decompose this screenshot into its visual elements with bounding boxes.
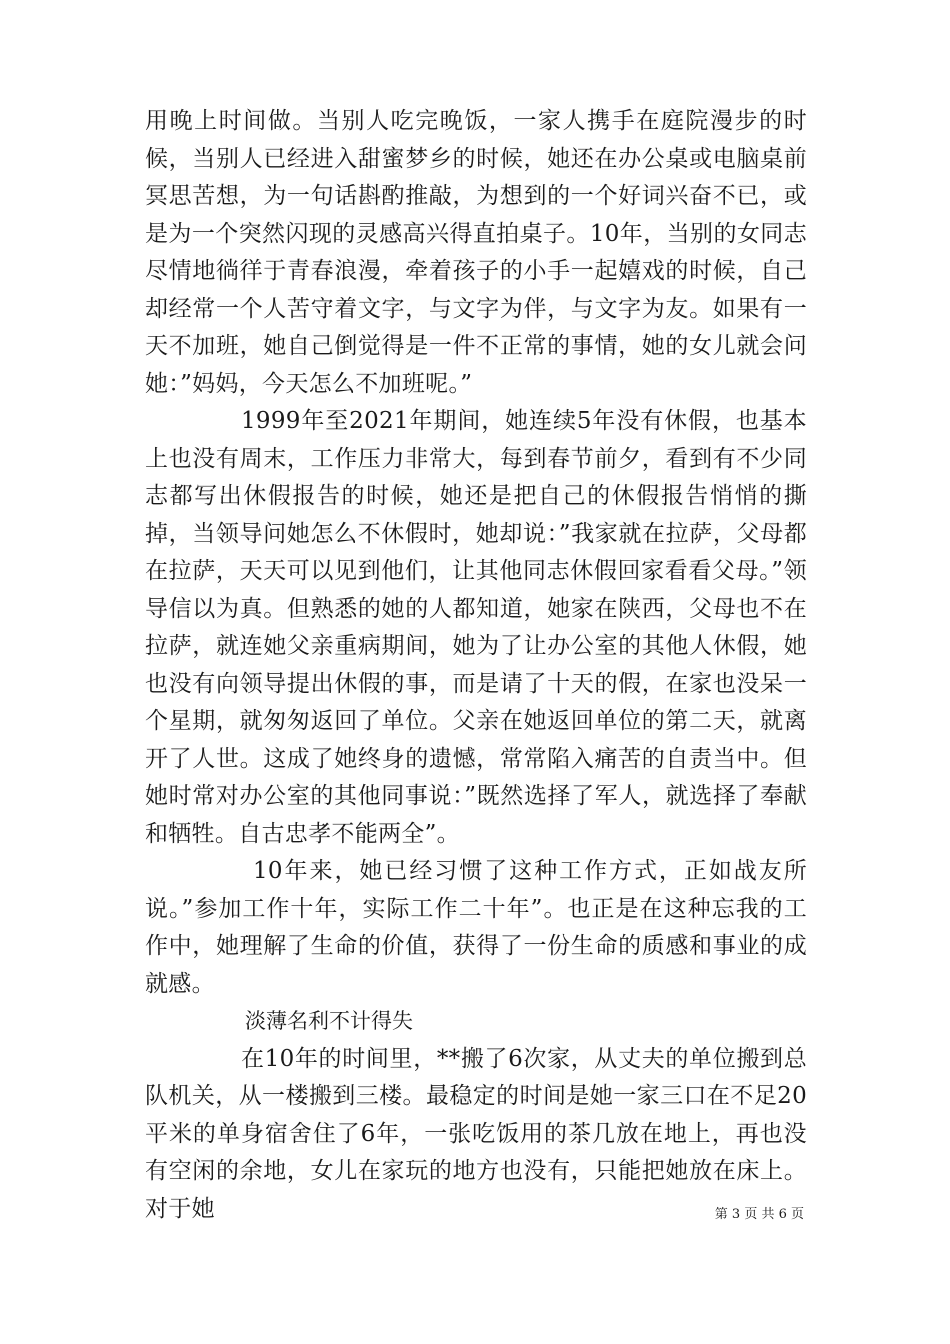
paragraph-ten-years: 10年来，她已经习惯了这种工作方式，正如战友所说。”参加工作十年，实际工作二十年”。也正是在这种忘我的工作中，她理解了生命的价值，获得了一份生命的质感和事业的成就感。 bbox=[145, 858, 807, 997]
section-heading: 淡薄名利不计得失 bbox=[245, 1009, 413, 1033]
paragraph-no-vacation: 1999年至2021年期间，她连续5年没有休假，也基本上也没有周末，工作压力非常大，每到春节前夕，看到有不少同志都写出休假报告的时候，她还是把自己的休假报告悄悄的撕掉，当领导问她怎么不休假时，她却说：”我家就在拉萨，父母都在拉萨，天天可以见到他们，让其他同志休假回家看看父母。”领导信以为真。但熟悉的她的人都知道，她家在陕西，父母也不在拉萨，就连她父亲重病期间，她为了让办公室的其他人休假，她也没有向领导提出休假的事，而是请了十天的假，在家也没呆一个星期，就匆匆返回了单位。父亲在她返回单位的第二天，就离开了人世。这成了她终身的遗憾，常常陷入痛苦的自责当中。但她时常对办公室的其他同事说：”既然选择了军人，就选择了奉献和牺牲。自古忠孝不能两全”。 bbox=[145, 408, 807, 847]
paragraph-overtime: 用晚上时间做。当别人吃完晚饭，一家人携手在庭院漫步的时候，当别人已经进入甜蜜梦乡的时候，她还在办公桌或电脑桌前冥思苦想，为一句话斟酌推敲，为想到的一个好词兴奋不已，或是为一个突然闪现的灵感高兴得直拍桌子。10年，当别的女同志尽情地徜徉于青春浪漫，牵着孩子的小手一起嬉戏的时候，自己却经常一个人苦守着文字，与文字为伴，与文字为友。如果有一天不加班，她自己倒觉得是一件不正常的事情，她的女儿就会问她：”妈妈，今天怎么不加班呢。” bbox=[145, 108, 807, 397]
paragraph-moving-house: 在10年的时间里，**搬了6次家，从丈夫的单位搬到总队机关，从一楼搬到三楼。最稳定的时间是她一家三口在不足20平米的单身宿舍住了6年，一张吃饭用的茶几放在地上，再也没有空闲的余地，女儿在家玩的地方也没有，只能把她放在床上。对于她 bbox=[145, 1045, 807, 1222]
page-number: 第 3 页 共 6 页 bbox=[714, 1207, 804, 1222]
body-text bbox=[145, 103, 807, 1228]
